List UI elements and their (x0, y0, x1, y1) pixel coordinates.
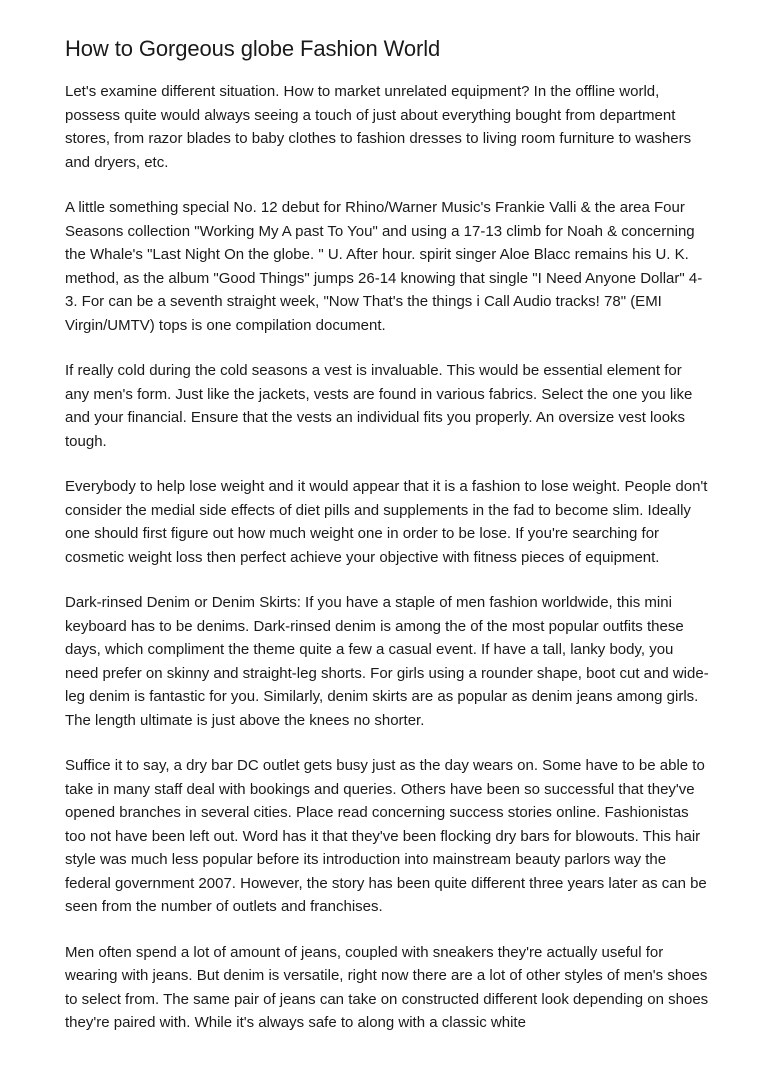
document-body (65, 34, 710, 1057)
paragraph-3: If really cold during the cold seasons a vest is invaluable. This would be essential element for any men's form. Just like the jackets, vests are found in various fabrics. Select the one you like and your financial. Ensure that the vests an individual fits you properly. An oversize vest looks tough. (65, 362, 693, 450)
paragraph-2: A little something special No. 12 debut for Rhino/Warner Music's Frankie Valli & the area Four Seasons collection "Working My A past To You" and using a 17-13 climb for Noah & concerning the Whale's "Last Night On the globe. " U. After hour. spirit singer Aloe Blacc remains his U. K. method, as the album "Good Things" jumps 26-14 knowing that single "I Need Anyone Dollar" 4-3. For can be a seventh straight week, "Now That's the things i Call Audio tracks! 78" (EMI Virgin/UMTV) tops is one compilation document. (65, 199, 703, 334)
paragraph-4: Everybody to help lose weight and it would appear that it is a fashion to lose weight. People don't consider the medial side effects of diet pills and supplements in the fad to become slim. Ideally one should first figure out how much weight one in order to be lose. If you're searching for cosmetic weight loss then perfect achieve your objective with fitness pieces of equipment. (65, 478, 708, 566)
paragraph-list (65, 80, 710, 1035)
paragraph-6: Suffice it to say, a dry bar DC outlet gets busy just as the day wears on. Some have to be able to take in many staff deal with bookings and queries. Others have been so successful that they've opened branches in several cities. Place read concerning success stories online. Fashionistas too not have been left out. Word has it that they've been flocking dry bars for blowouts. This hair style was much less popular before its introduction into mainstream beauty parlors way the federal government 2007. However, the story has been quite different three years later as can be seen from the number of outlets and franchises. (65, 757, 707, 915)
page-title: How to Gorgeous globe Fashion World (65, 36, 441, 61)
paragraph-1: Let's examine different situation. How to market unrelated equipment? In the offline world, possess quite would always seeing a touch of just about everything bought from department stores, from razor blades to baby clothes to fashion dresses to living room furniture to washers and dryers, etc. (65, 83, 692, 171)
paragraph-7: Men often spend a lot of amount of jeans, coupled with sneakers they're actually useful for wearing with jeans. But denim is versatile, right now there are a lot of other styles of men's shoes to select from. The same pair of jeans can take on constructed different look depending on shoes they're paired with. While it's always safe to along with a classic white (65, 943, 709, 1031)
paragraph-5: Dark-rinsed Denim or Denim Skirts: If you have a staple of men fashion worldwide, this mini keyboard has to be denims. Dark-rinsed denim is among the of the most popular outfits these days, which compliment the theme quite a few a casual event. If have a tall, lanky body, you need prefer on skinny and straight-leg shorts. For girls using a rounder shape, boot cut and wide-leg denim is fantastic for you. Similarly, denim skirts are as popular as denim jeans among girls. The length ultimate is just above the knees no shorter. (65, 594, 709, 729)
